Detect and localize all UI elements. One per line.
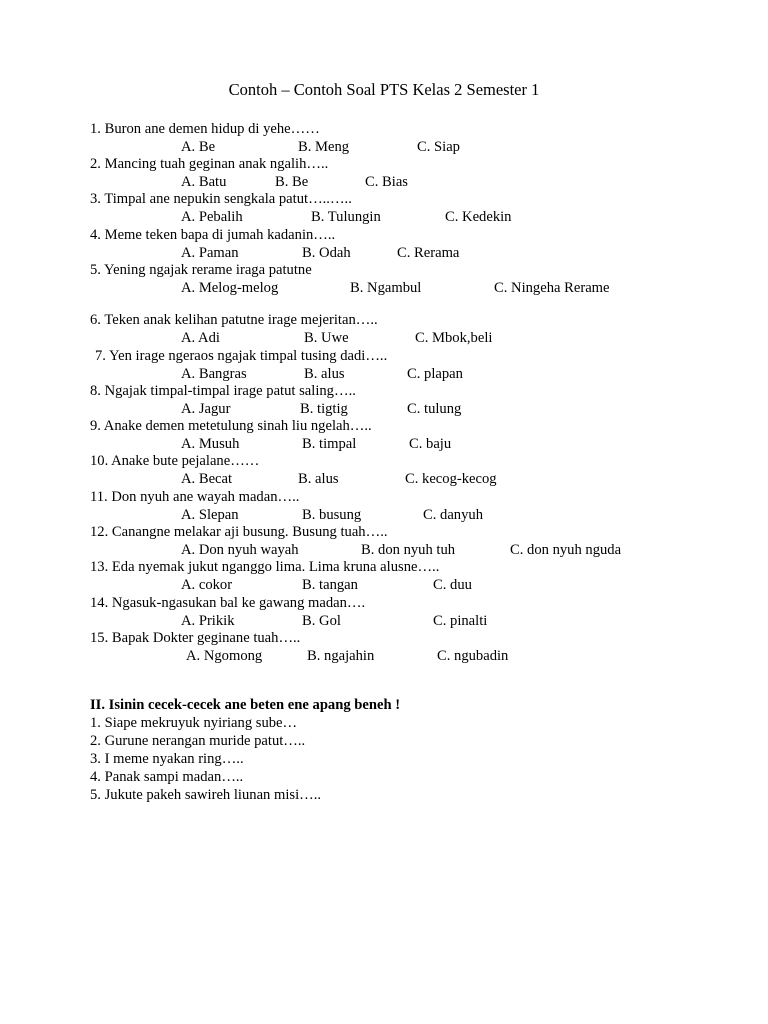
option-10b: B. alus [298,471,339,487]
option-15b: B. ngajahin [307,648,375,664]
option-14b: B. Gol [302,613,341,629]
option-3b: B. Tulungin [311,209,381,225]
option-10a: A. Becat [181,471,233,487]
option-14c: C. pinalti [433,613,488,629]
option-6a: A. Adi [181,330,220,346]
fill-item-4: 4. Panak sampi madan….. [90,769,244,785]
option-7b: B. alus [304,366,345,382]
option-4a: A. Paman [181,245,239,261]
option-7c: C. plapan [407,366,463,382]
question-1: 1. Buron ane demen hidup di yehe…… [90,121,320,137]
option-1c: C. Siap [417,139,460,155]
option-1a: A. Be [181,139,216,155]
option-12b: B. don nyuh tuh [361,542,456,558]
question-2: 2. Mancing tuah geginan anak ngalih….. [90,156,329,172]
option-2a: A. Batu [181,174,227,190]
option-5c: C. Ningeha Rerame [494,280,610,296]
option-9c: C. baju [409,436,452,452]
option-9a: A. Musuh [181,436,240,452]
fill-item-1: 1. Siape mekruyuk nyiriang sube… [90,715,298,731]
question-12: 12. Canangne melakar aji busung. Busung tuah….. [90,524,388,540]
option-9b: B. timpal [302,436,357,452]
option-14a: A. Prikik [181,613,235,629]
fill-item-3: 3. I meme nyakan ring….. [90,751,244,767]
option-13c: C. duu [433,577,472,593]
option-1b: B. Meng [298,139,350,155]
question-3: 3. Timpal ane nepukin sengkala patut…..….. [90,191,352,207]
option-5a: A. Melog-melog [181,280,279,296]
question-14: 14. Ngasuk-ngasukan bal ke gawang madan…. [90,595,366,611]
option-3c: C. Kedekin [445,209,512,225]
option-2c: C. Bias [365,174,408,190]
option-10c: C. kecog-kecog [405,471,497,487]
option-4b: B. Odah [302,245,351,261]
page-title: Contoh – Contoh Soal PTS Kelas 2 Semester 1 [228,80,540,99]
question-5: 5. Yening ngajak rerame iraga patutne [90,262,312,278]
option-11c: C. danyuh [423,507,483,523]
option-2b: B. Be [275,174,309,190]
question-10: 10. Anake bute pejalane…… [90,453,260,469]
option-8b: B. tigtig [300,401,348,417]
question-15: 15. Bapak Dokter geginane tuah….. [90,630,301,646]
option-13b: B. tangan [302,577,358,593]
option-12c: C. don nyuh nguda [510,542,622,558]
section-2-heading: II. Isinin cecek-cecek ane beten ene apang beneh ! [90,697,401,713]
option-8a: A. Jagur [181,401,231,417]
option-11a: A. Slepan [181,507,239,523]
option-7a: A. Bangras [181,366,247,382]
question-11: 11. Don nyuh ane wayah madan….. [90,489,300,505]
option-15a: A. Ngomong [186,648,263,664]
option-8c: C. tulung [407,401,462,417]
option-11b: B. busung [302,507,362,523]
option-6c: C. Mbok,beli [415,330,493,346]
option-12a: A. Don nyuh wayah [181,542,299,558]
option-4c: C. Rerama [397,245,460,261]
fill-item-5: 5. Jukute pakeh sawireh liunan misi….. [90,787,322,803]
option-6b: B. Uwe [304,330,349,346]
question-7: 7. Yen irage ngeraos ngajak timpal tusing dadi….. [95,348,388,364]
question-6: 6. Teken anak kelihan patutne irage mejeritan….. [90,312,378,328]
question-13: 13. Eda nyemak jukut nganggo lima. Lima kruna alusne….. [90,559,440,575]
option-15c: C. ngubadin [437,648,509,664]
fill-item-2: 2. Gurune nerangan muride patut….. [90,733,306,749]
option-5b: B. Ngambul [350,280,422,296]
option-13a: A. cokor [181,577,233,593]
question-8: 8. Ngajak timpal-timpal irage patut saling….. [90,383,356,399]
question-4: 4. Meme teken bapa di jumah kadanin….. [90,227,336,243]
option-3a: A. Pebalih [181,209,243,225]
question-9: 9. Anake demen metetulung sinah liu ngelah….. [90,418,372,434]
